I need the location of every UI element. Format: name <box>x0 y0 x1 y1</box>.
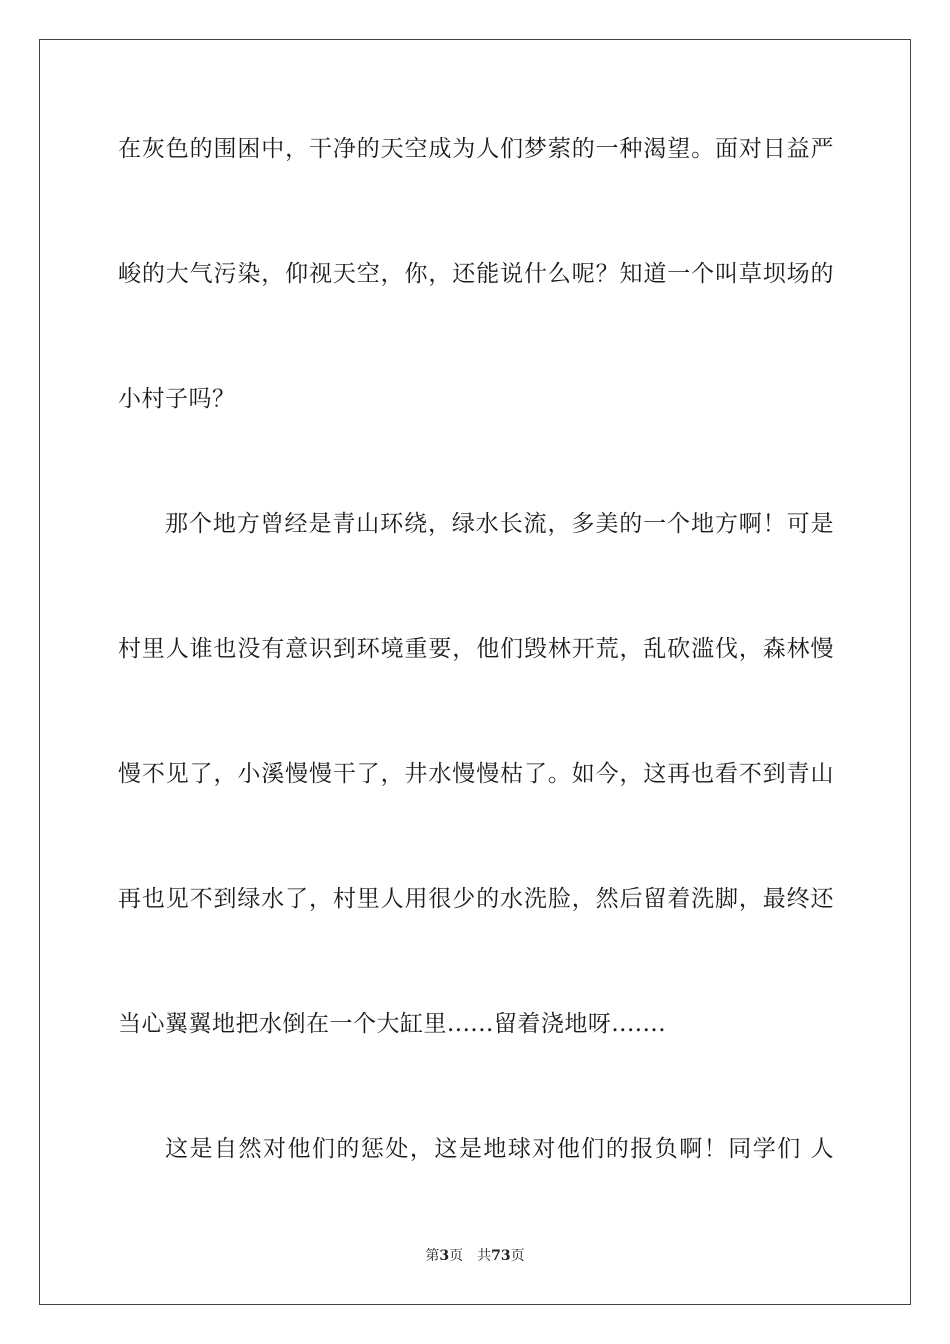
text-line-6: 慢不见了，小溪慢慢干了，井水慢慢枯了。如今，这再也看不到青山 <box>118 761 834 787</box>
footer-total-number: 73 <box>491 1248 511 1264</box>
footer-page-prefix: 第 <box>425 1248 440 1264</box>
footer-page-number: 3 <box>439 1248 450 1264</box>
text-line-4: 那个地方曾经是青山环绕，绿水长流，多美的一个地方啊！可是 <box>165 511 834 537</box>
footer-page-suffix: 页 <box>449 1248 464 1264</box>
text-line-3: 小村子吗？ <box>118 386 236 412</box>
text-line-2: 峻的大气污染，仰视天空，你，还能说什么呢？知道一个叫草坝场的 <box>118 261 834 287</box>
text-line-5: 村里人谁也没有意识到环境重要，他们毁林开荒，乱砍滥伐，森林慢 <box>118 636 834 662</box>
text-line-7: 再也见不到绿水了，村里人用很少的水洗脸，然后留着洗脚，最终还 <box>118 886 834 912</box>
text-line-8: 当心翼翼地把水倒在一个大缸里......留着浇地呀....... <box>118 1011 667 1037</box>
page-border <box>39 39 911 1305</box>
text-line-9: 这是自然对他们的惩处，这是地球对他们的报负啊！同学们 人 <box>165 1136 834 1162</box>
footer-total-suffix: 页 <box>510 1248 525 1264</box>
page-footer <box>0 1246 950 1266</box>
text-line-1: 在灰色的围困中，干净的天空成为人们梦萦的一种渴望。面对日益严 <box>118 136 834 162</box>
footer-total-prefix: 共 <box>477 1248 492 1264</box>
